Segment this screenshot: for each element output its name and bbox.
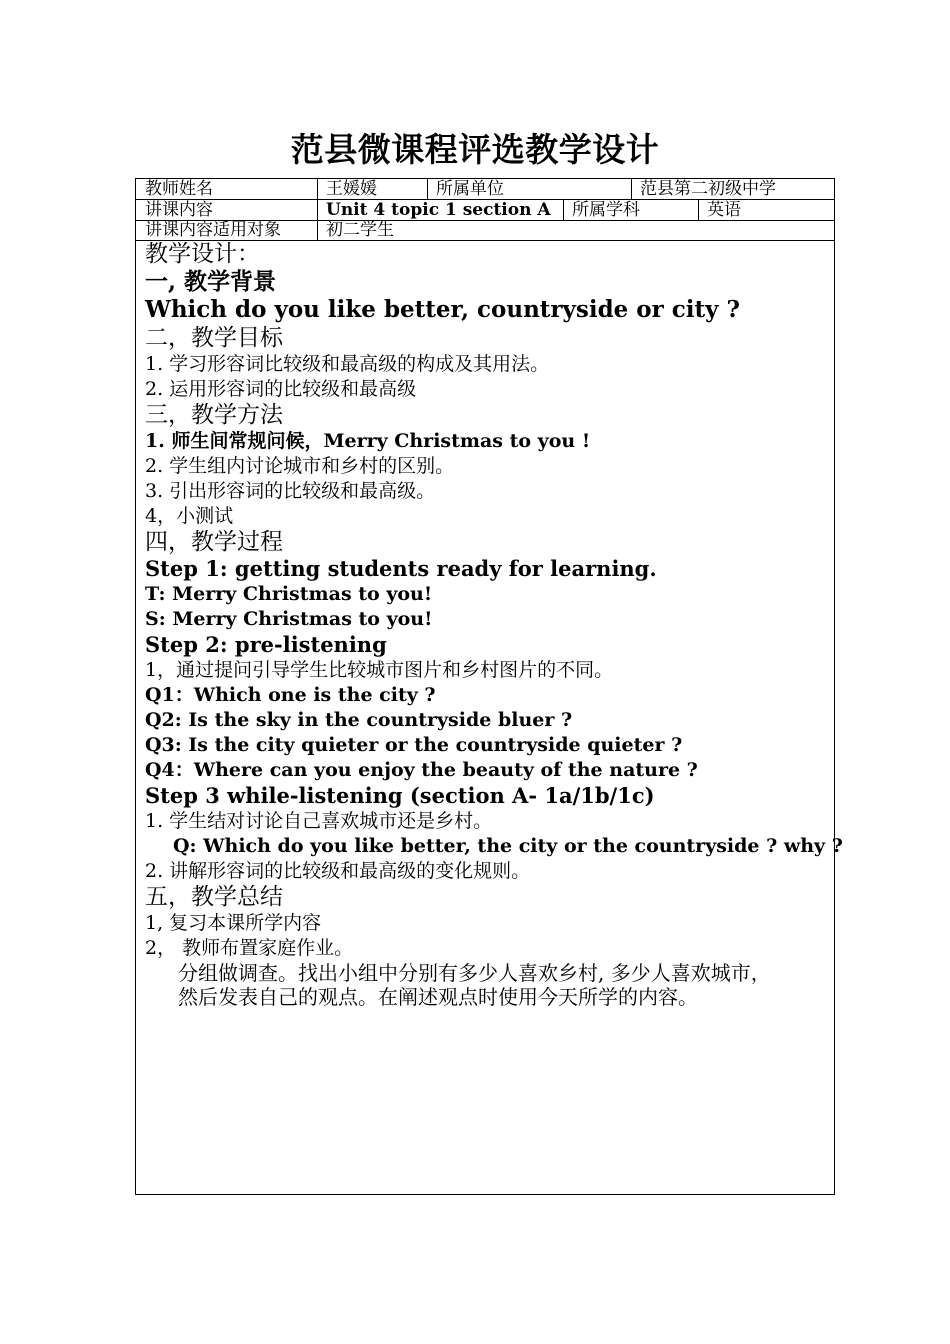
design-line: 1. 学习形容词比较级和最高级的构成及其用法。: [145, 353, 550, 375]
design-lines: [145, 268, 843, 1009]
design-line: Step 2: pre-listening: [145, 632, 387, 657]
audience-label: 讲课内容适用对象: [145, 220, 281, 240]
design-line: 2， 教师布置家庭作业。: [145, 937, 354, 959]
unit-value: 范县第二初级中学: [640, 179, 776, 199]
design-line: 二，教学目标: [145, 325, 283, 351]
table-col-divider: [563, 199, 564, 220]
design-line: 3. 引出形容词的比较级和最高级。: [145, 480, 436, 502]
design-heading: 教学设计：: [145, 241, 260, 267]
table-col-divider: [317, 220, 318, 240]
design-line: 1. 学生结对讨论自己喜欢城市还是乡村。: [145, 810, 493, 832]
design-line: 2. 讲解形容词的比较级和最高级的变化规则。: [145, 860, 531, 882]
design-line: 分组做调查。找出小组中分别有多少人喜欢乡村, 多少人喜欢城市，: [178, 961, 771, 985]
design-line: 1，通过提问引导学生比较城市图片和乡村图片的不同。: [145, 659, 614, 681]
table-col-divider: [427, 179, 428, 199]
design-line: Which do you like better, countryside or city ?: [145, 296, 740, 323]
design-line: 1, 复习本课所学内容: [145, 912, 322, 934]
design-line: 然后发表自己的观点。在阐述观点时使用今天所学的内容。: [178, 985, 698, 1009]
document-title: 范县微课程评选教学设计: [290, 130, 660, 169]
design-line: 四，教学过程: [145, 529, 283, 555]
content-value: Unit 4 topic 1 section A: [326, 200, 551, 220]
audience-value: 初二学生: [326, 220, 394, 240]
teacher-value: 王媛媛: [326, 179, 377, 199]
design-line: 五，教学总结: [145, 884, 283, 910]
subject-label: 所属学科: [572, 200, 640, 220]
design-line: 2. 运用形容词的比较级和最高级: [145, 378, 417, 400]
design-line: Q3: Is the city quieter or the countryside quieter ?: [145, 734, 683, 756]
teacher-label: 教师姓名: [145, 179, 213, 199]
content-label: 讲课内容: [145, 200, 213, 220]
design-line: Q1：Which one is the city ?: [145, 684, 436, 706]
design-line: 4，小测试: [145, 505, 234, 527]
unit-label: 所属单位: [436, 179, 504, 199]
design-line: 三，教学方法: [145, 402, 283, 428]
design-line: 1. 师生间常规问候，Merry Christmas to you !: [145, 430, 591, 452]
table-col-divider: [317, 179, 318, 199]
design-line: Q2: Is the sky in the countryside bluer ?: [145, 709, 573, 731]
table-col-divider: [698, 199, 699, 220]
design-line: Step 1: getting students ready for learning.: [145, 556, 657, 581]
table-col-divider: [631, 179, 632, 199]
subject-value: 英语: [707, 200, 741, 220]
design-line: Q: Which do you like better, the city or the countryside ? why ?: [173, 835, 843, 857]
design-line: T: Merry Christmas to you!: [145, 583, 433, 605]
lesson-design-table: [135, 178, 843, 1195]
design-line: Step 3 while-listening (section A- 1a/1b/1c): [145, 783, 655, 808]
design-body: [145, 241, 843, 1009]
design-line: Q4：Where can you enjoy the beauty of the nature ?: [145, 759, 698, 781]
design-line: 一, 教学背景: [145, 268, 277, 295]
design-line: S: Merry Christmas to you!: [145, 608, 433, 630]
table-col-divider: [317, 199, 318, 220]
design-line: 2. 学生组内讨论城市和乡村的区别。: [145, 455, 455, 477]
